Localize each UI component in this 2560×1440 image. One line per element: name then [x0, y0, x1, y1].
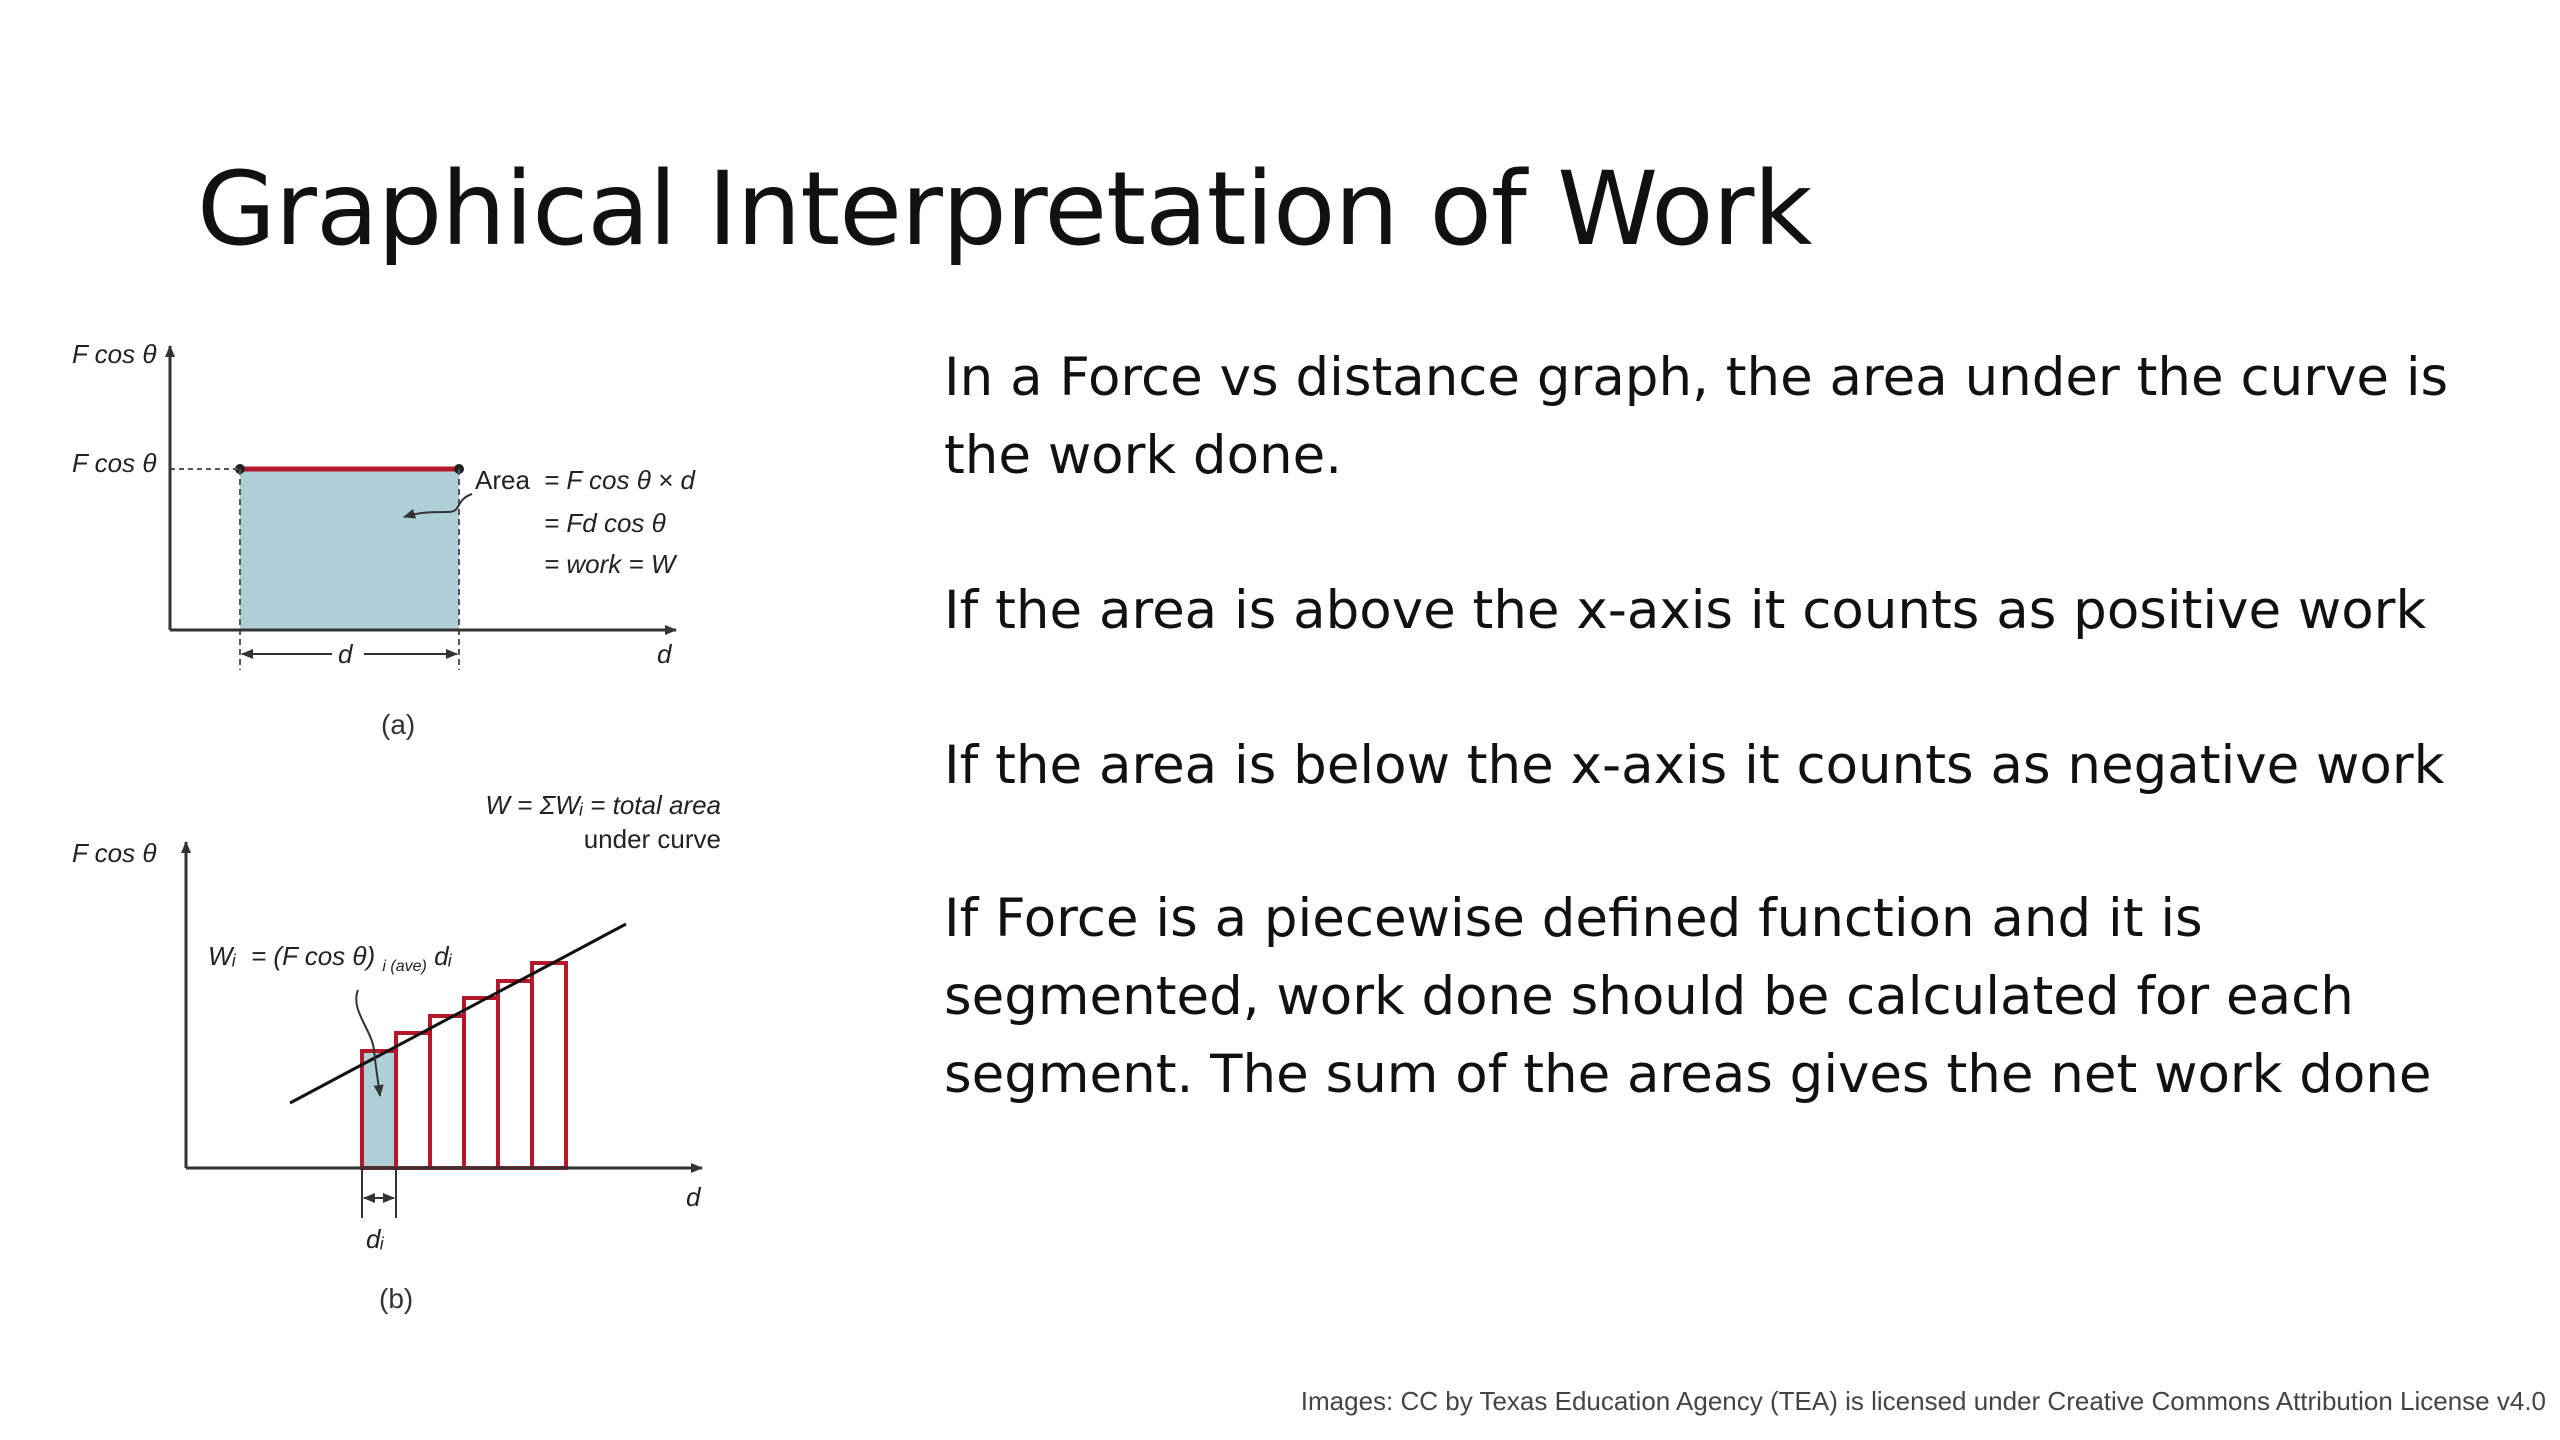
paragraph-area-under-curve [944, 339, 2544, 495]
area-word: Area [475, 465, 530, 495]
image-credit: Images: CC by Texas Education Agency (TEA) is licensed under Creative Commons Attribution License v4.0 [1300, 1386, 2546, 1416]
area-equation-1: = F cos θ × d [544, 465, 695, 495]
total-area-line-1: W = ΣWᵢ = total area [485, 790, 721, 820]
slide-title: Graphical Interpretation of Work [197, 150, 1812, 269]
strip-work-equals: = (F cos θ) [251, 941, 376, 971]
strip-3 [430, 1016, 464, 1168]
force-level-label: F cos θ [72, 448, 157, 478]
area-equation-3: = work = W [544, 549, 676, 579]
area-equation-2: = Fd cos θ [544, 508, 666, 538]
paragraph-line: If Force is a piecewise defined function and it is [944, 888, 2203, 949]
strip-4 [464, 998, 498, 1168]
paragraph-line: In a Force vs distance graph, the area under the curve is [944, 347, 2449, 408]
strip-5 [498, 981, 532, 1168]
x-axis-label: d [686, 1182, 701, 1212]
strip-work-symbol: Wᵢ [208, 941, 236, 971]
work-diagrams [0, 0, 900, 1360]
paragraph-piecewise [944, 880, 2544, 1114]
paragraph-positive-work: If the area is above the x-axis it counts as positive work [944, 580, 2427, 641]
figure-b [72, 790, 721, 1314]
paragraph-negative-work: If the area is below the x-axis it counts as negative work [944, 735, 2445, 796]
paragraph-line: segment. The sum of the areas gives the net work done [944, 1044, 2432, 1105]
y-axis-label: F cos θ [72, 838, 157, 868]
total-area-line-2: under curve [583, 824, 721, 854]
strip-2 [396, 1033, 430, 1168]
y-axis-label: F cos θ [72, 339, 157, 369]
paragraph-line: the work done. [944, 425, 1343, 486]
strip-work-width: dᵢ [434, 941, 452, 971]
figure-b-caption: (b) [379, 1283, 414, 1314]
highlighted-strip [362, 1051, 396, 1168]
x-axis-label: d [657, 639, 672, 669]
figure-a [72, 339, 696, 740]
work-area-rectangle [240, 469, 459, 630]
strip-work-label [208, 941, 453, 977]
figure-a-caption: (a) [381, 709, 416, 740]
paragraph-line: segmented, work done should be calculated for each [944, 966, 2354, 1027]
di-label: dᵢ [366, 1224, 384, 1254]
strip-6 [532, 963, 566, 1168]
strip-work-subscript: i (ave) [382, 958, 427, 975]
width-label: d [338, 639, 353, 669]
